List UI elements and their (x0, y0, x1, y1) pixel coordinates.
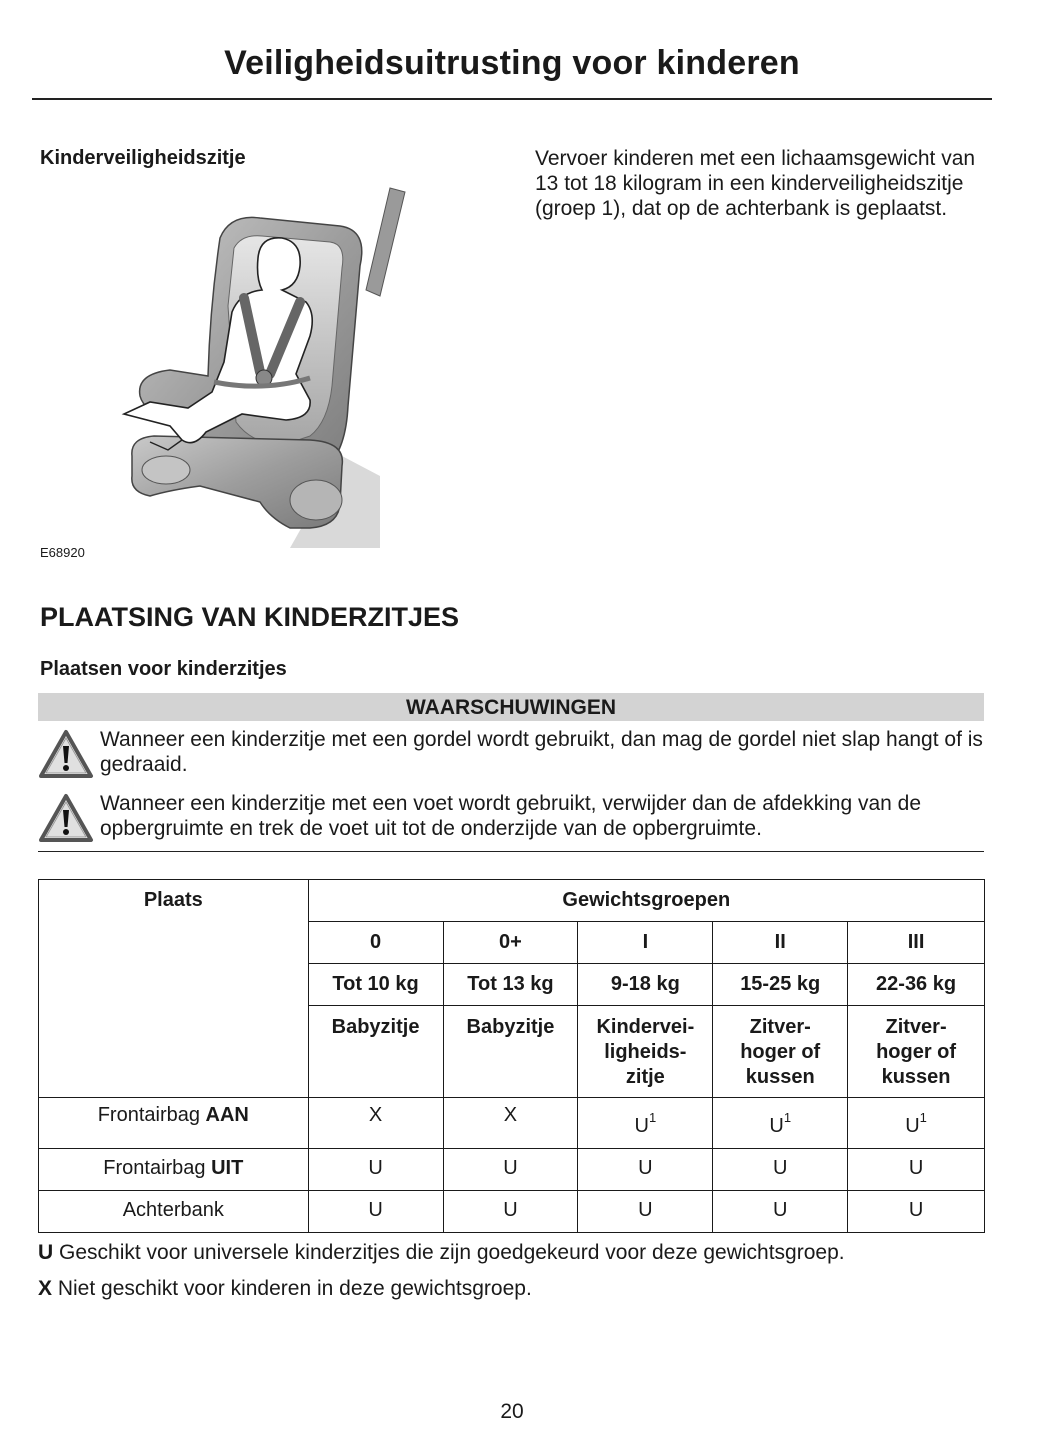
footnote-mark: 1 (648, 1110, 657, 1125)
table-row (39, 1098, 985, 1149)
group-cell: III (848, 922, 985, 964)
warning-triangle-icon (38, 793, 94, 843)
legend-item-x: X Niet geschikt voor kinderen in deze gewichtsgroep. (38, 1277, 532, 1300)
row-label: Achterbank (39, 1191, 309, 1233)
seat-type-cell: Babyzitje (308, 1006, 443, 1098)
table-cell: U (308, 1191, 443, 1233)
page-title: Veiligheidsuitrusting voor kinderen (224, 44, 800, 82)
group-cell: 0 (308, 922, 443, 964)
table-cell: $U^1$ (848, 1098, 985, 1149)
figure-code: E68920 (40, 545, 85, 560)
footnote-mark: 1 (783, 1110, 792, 1125)
table-cell: U (848, 1149, 985, 1191)
section-heading: PLAATSING VAN KINDERZITJES (40, 602, 460, 632)
placement-subheading: Plaatsen voor kinderzitjes (40, 658, 287, 680)
table-cell: U (443, 1191, 578, 1233)
title-divider (32, 98, 992, 100)
seat-type-cell: Zitver- hoger of kussen (848, 1006, 985, 1098)
group-cell: I (578, 922, 713, 964)
warnings-divider (38, 851, 984, 852)
table-cell: U (578, 1191, 713, 1233)
table-row (39, 1149, 985, 1191)
seat-type-cell: Kindervei- ligheids- zitje (578, 1006, 713, 1098)
table-cell: X (443, 1098, 578, 1149)
header-position: Plaats (39, 880, 309, 1098)
weight-cell: Tot 13 kg (443, 964, 578, 1006)
legend-item-u: U Geschikt voor universele kinderzitjes die zijn goedgekeurd voor deze gewichtsgroep. (38, 1241, 845, 1264)
group-cell: 0+ (443, 922, 578, 964)
table-cell: $U^1$ (578, 1098, 713, 1149)
table-cell: U (308, 1149, 443, 1191)
warning-text: Wanneer een kinderzitje met een voet wordt gebruikt, verwijder dan de afdekking van de opbergruimte en trek de voet uit tot de onderzijde van de opbergruimte. (100, 792, 922, 840)
weight-cell: 9-18 kg (578, 964, 713, 1006)
weight-groups-table (38, 879, 985, 1233)
table-cell: U (713, 1149, 848, 1191)
weight-cell: 22-36 kg (848, 964, 985, 1006)
table-cell: U (443, 1149, 578, 1191)
warning-triangle-icon (38, 729, 94, 779)
warnings-title: WAARSCHUWINGEN (38, 693, 984, 721)
table-cell: U (848, 1191, 985, 1233)
footnote-mark: 1 (919, 1110, 927, 1125)
seat-heading: Kinderveiligheidszitje (40, 147, 246, 169)
table-cell: X (308, 1098, 443, 1149)
header-weight-groups: Gewichtsgroepen (308, 880, 984, 922)
table-cell: U (713, 1191, 848, 1233)
seat-type-cell: Zitver- hoger of kussen (713, 1006, 848, 1098)
row-label: Frontairbag UIT (39, 1149, 309, 1191)
seat-description: Vervoer kinderen met een lichaamsgewicht van 13 tot 18 kilogram in een kinderveiligheidszitje (groep 1), dat op de achterbank is geplaatst. (535, 147, 976, 220)
row-label: Frontairbag AAN (39, 1098, 309, 1149)
table-cell: $U^1$ (713, 1098, 848, 1149)
table-cell: U (578, 1149, 713, 1191)
table-row (39, 1191, 985, 1233)
seat-type-cell: Babyzitje (443, 1006, 578, 1098)
page-number: 20 (500, 1400, 524, 1423)
warning-text: Wanneer een kinderzitje met een gordel wordt gebruikt, dan mag de gordel niet slap hangt of is gedraaid. (100, 728, 983, 776)
weight-cell: 15-25 kg (713, 964, 848, 1006)
group-cell: II (713, 922, 848, 964)
child-seat-illustration (110, 186, 410, 548)
weight-cell: Tot 10 kg (308, 964, 443, 1006)
